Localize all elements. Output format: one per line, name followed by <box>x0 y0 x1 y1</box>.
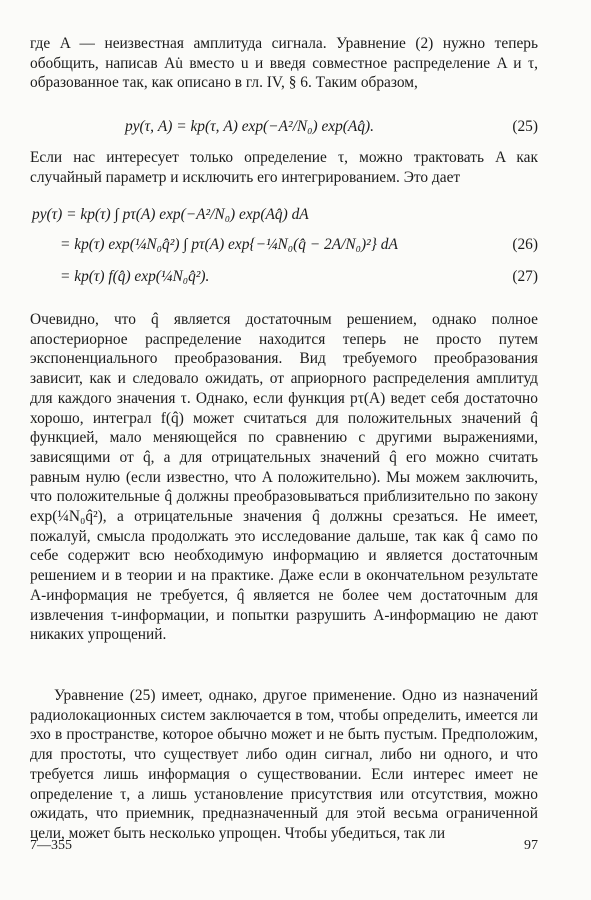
printer-signature: 7—355 <box>30 838 72 853</box>
equation-25 <box>30 118 538 140</box>
equation-27-number: (27) <box>512 268 538 285</box>
paragraph-1-text: где A — неизвестная амплитуда сигнала. Уравнение (2) нужно теперь обобщить, написав Au̇ вместо u и введя совместное распределение A и τ, образованное так, как описано в гл. IV, § 6. Таким образом, <box>30 35 538 92</box>
equation-26-number: (26) <box>512 236 538 253</box>
page-number: 97 <box>524 838 538 853</box>
equation-26-body: = kp(τ) exp(¼N₀q̂²) ∫ pτ(A) exp{−¼N₀(q̂ − 2A/N₀)²} dA <box>60 236 398 253</box>
paragraph-2 <box>30 148 538 187</box>
paragraph-4-text: Уравнение (25) имеет, однако, другое применение. Одно из назначений радиолокационных систем заключается в том, чтобы определить, имеется ли эхо в пространстве, которое обычно может и не быть пустым. Предположим, для простоты, что существует либо один сигнал, либо ни одного, и что требуется лишь информация о существовании. Если интерес имеет не определение τ, а лишь установление присутствия или отсутствия, можно ожидать, что приемник, предназначенный для этой весьма ограниченной цели, может быть несколько упрощен. Чтобы убедиться, так ли <box>30 687 538 842</box>
paragraph-3 <box>30 310 538 645</box>
paragraph-4 <box>30 686 538 844</box>
equation-26a-body: py(τ) = kp(τ) ∫ pτ(A) exp(−A²/N₀) exp(Aq̂) dA <box>32 206 309 223</box>
paragraph-1 <box>30 34 538 93</box>
equation-26 <box>30 236 538 258</box>
equation-27 <box>30 268 538 290</box>
paragraph-2-text: Если нас интересует только определение τ, можно трактовать A как случайный параметр и исключить его интегрированием. Это дает <box>30 149 538 186</box>
equation-25-body: py(τ, A) = kp(τ, A) exp(−A²/N₀) exp(Aq̂). <box>125 118 374 135</box>
paragraph-3-text: Очевидно, что q̂ является достаточным решением, однако полное апостериорное распределение находится теперь не просто путем экспоненциального преобразования. Вид требуемого преобразования зависит, как и следовало ожидать, от априорного распределения амплитуд для каждого значения τ. Однако, если функция pτ(A) ведет себя достаточно хорошо, интеграл f(q̂) может считаться для положительных значений q̂ функцией, мало меняющейся по сравнению с другими выражениями, зависящими от q̂, а для отрицательных значений q̂ его можно считать равным нулю (если известно, что A положительно). Мы можем заключить, что положительные q̂ должны преобразовываться приблизительно по закону exp(¼N₀q̂²), а отрицательные значения q̂ должны срезаться. Не имеет, пожалуй, смысла продолжать это исследование дальше, так как q̂ само по себе содержит всю необходимую информацию и является достаточным решением и в теории и на практике. Даже если в окончательном результате A-информация не требуется, q̂ является не более чем достаточным для извлечения τ-информации, и попытки разрушить A-информацию не дают никаких упрощений. <box>30 311 538 644</box>
equation-27-body: = kp(τ) f(q̂) exp(¼N₀q̂²). <box>60 268 210 285</box>
equation-25-number: (25) <box>512 118 538 135</box>
equation-26a <box>30 206 538 228</box>
